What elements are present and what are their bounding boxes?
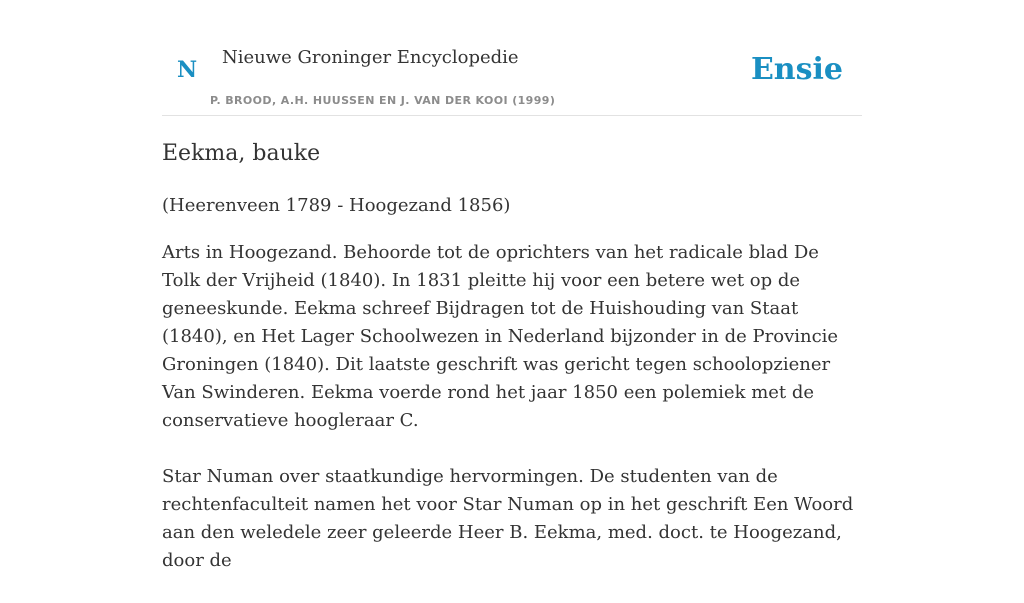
page [162, 0, 862, 571]
header [162, 0, 862, 116]
entry-body [162, 239, 862, 603]
entry-subtitle: (Heerenveen 1789 - Hoogezand 1856) [162, 195, 511, 216]
encyclopedia-authors: P. BROOD, A.H. HUUSSEN EN J. VAN DER KOOI (1999) [210, 94, 556, 107]
encyclopedia-title[interactable]: Nieuwe Groninger Encyclopedie [222, 47, 519, 68]
ensie-brand-logo[interactable]: Ensie [750, 52, 843, 87]
entry-paragraph: Arts in Hoogezand. Behoorde tot de oprichters van het radicale blad De Tolk der Vrijheid (1840). In 1831 pleitte hij voor een betere wet op de geneeskunde. Eekma schreef Bijdragen tot de Huishouding van Staat (1840), en Het Lager Schoolwezen in Nederland bijzonder in de Provincie Groningen (1840). Dit laatste geschrift was gericht tegen schoolopziener Van Swinderen. Eekma voerde rond het jaar 1850 een polemiek met de conservatieve hoogleraar C. [162, 242, 839, 431]
entry-paragraph: Star Numan over staatkundige hervormingen. De studenten van de rechtenfaculteit namen het voor Star Numan op in het geschrift Een Woord aan den weledele zeer geleerde Heer B. Eekma, med. doct. te Hoogezand, door de [162, 466, 854, 571]
entry-title: Eekma, bauke [162, 141, 321, 166]
encyclopedia-logo[interactable]: N [177, 57, 198, 83]
